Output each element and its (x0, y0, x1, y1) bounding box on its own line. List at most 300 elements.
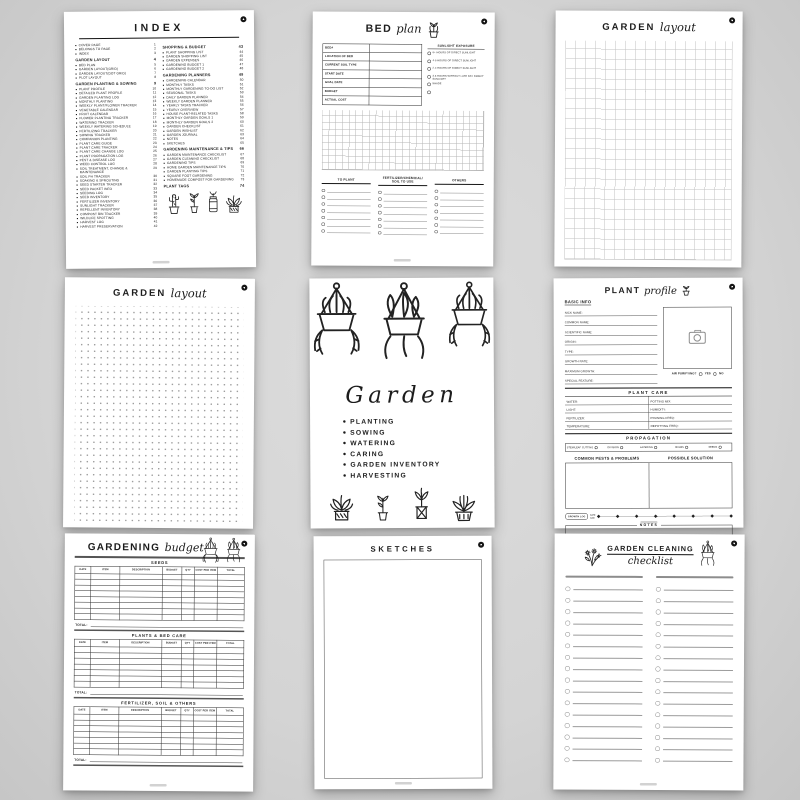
bullet-icon: ■ (163, 113, 165, 116)
index-entry-label: REPELLENT INVENTORY (80, 208, 121, 212)
checkbox-circle-icon[interactable] (565, 712, 570, 717)
index-entry-label: GARDENING CALENDAR (166, 78, 206, 83)
bullet-icon: ■ (76, 204, 79, 208)
checklist-row (321, 226, 370, 233)
checkbox-icon[interactable] (378, 211, 381, 214)
budget-table-fertilizer (73, 706, 243, 755)
checkbox-icon[interactable] (378, 191, 381, 194)
hanging-plant-icon (698, 540, 718, 571)
form-row (322, 96, 422, 105)
others-list (434, 176, 483, 235)
checkbox-circle-icon[interactable] (656, 621, 661, 626)
index-entry-page-number: 17 (152, 116, 157, 120)
propagation-option (698, 443, 731, 451)
index-entry-label: SUNLIGHT TRACKER (80, 203, 114, 208)
pests-heading: COMMON PESTS & PROBLEMS (574, 456, 640, 461)
index-entry-page-number: 62 (240, 128, 244, 133)
bullet-icon: ■ (76, 225, 79, 229)
checkbox-circle-icon[interactable] (656, 587, 661, 592)
radio-icon[interactable] (685, 446, 688, 449)
index-entry-page-number: 40 (153, 216, 158, 220)
bush-pot-icon (224, 191, 244, 214)
care-field-right[interactable]: POTTING MIX: (648, 396, 732, 405)
write-in-line[interactable] (572, 760, 642, 761)
checklist-row (656, 579, 734, 591)
bullet-icon: ■ (76, 163, 78, 166)
index-entry-page-number: 50 (239, 78, 244, 82)
radio-icon[interactable] (620, 446, 623, 449)
index-entry-label: VEGETABLE CALENDAR (79, 108, 119, 113)
bullet-icon: ■ (76, 179, 78, 183)
bullet-icon: ■ (163, 170, 166, 174)
sunlight-exposure-panel (426, 44, 484, 106)
index-entry-page-number: 59 (240, 116, 244, 120)
list-title: OTHERS (435, 176, 484, 184)
radio-icon[interactable] (428, 52, 432, 56)
form-field-value[interactable] (369, 53, 422, 62)
radio-icon[interactable] (427, 90, 431, 94)
write-in-line[interactable] (663, 761, 733, 762)
bullet-icon: ■ (162, 63, 165, 67)
budget-section-title: PLANTS & BED CARE (131, 633, 187, 639)
checklist-row (322, 193, 371, 200)
index-entry-label: SOAKING & SPROUTING (79, 178, 120, 183)
index-entry-label: PLANT CARE GUIDE (79, 141, 113, 146)
jar-plant-icon (205, 191, 221, 214)
checkbox-circle-icon[interactable] (655, 758, 660, 763)
total-row (74, 620, 244, 628)
bullet-icon (343, 474, 346, 477)
layout-dot-grid-area[interactable] (74, 306, 244, 522)
bullet-icon: ■ (75, 109, 78, 112)
propagation-option (599, 444, 632, 452)
bullet-icon: ■ (76, 159, 78, 162)
checklist-row (656, 648, 734, 660)
index-entry-page-number: 29 (153, 166, 158, 170)
profile-field[interactable]: SPECIAL FEATURE: (565, 374, 658, 384)
form-field-value[interactable] (369, 70, 422, 79)
checkbox-circle-icon[interactable] (655, 678, 660, 683)
index-entry-page-number: 12 (152, 95, 157, 99)
bullet-icon: ■ (163, 157, 165, 161)
title-script: plan (396, 22, 422, 36)
checkbox-icon[interactable] (322, 209, 325, 212)
bullet-icon: ■ (162, 104, 165, 108)
checkbox-circle-icon[interactable] (655, 724, 660, 729)
budget-column-header: BUDGET (162, 567, 182, 575)
index-entry-label: GARDEN SHOPPING LIST (166, 54, 208, 59)
radio-icon[interactable] (719, 445, 722, 448)
checklist-row (435, 213, 484, 220)
flower-bunch-icon (582, 542, 603, 568)
checkbox-icon[interactable] (378, 218, 381, 221)
checklist-row (565, 579, 643, 591)
checkbox-circle-icon[interactable] (565, 735, 570, 740)
title-script: profile (643, 284, 677, 297)
sunlight-option (428, 59, 485, 66)
index-entry-label: SEED PACKET INFO (79, 187, 113, 191)
form-field-label: BUDGET (322, 87, 369, 96)
bullet-icon: ■ (75, 92, 78, 95)
bullet-icon: ■ (76, 183, 78, 187)
index-entry-label: PLANT PROPAGATION LOG (79, 154, 124, 159)
title-main: GARDEN (112, 287, 167, 299)
checklist-row (435, 186, 484, 193)
checkbox-icon[interactable] (434, 223, 437, 226)
index-entry-label: HOMEMADE COMPOST FOR GARDENING (167, 177, 234, 182)
checkbox-circle-icon[interactable] (655, 667, 660, 672)
checkbox-icon[interactable] (378, 231, 381, 234)
budget-table-plants (74, 639, 244, 688)
cover-topic (343, 426, 494, 438)
checkbox-circle-icon[interactable] (656, 655, 661, 660)
care-field-left[interactable]: FERTILIZER: (565, 413, 649, 422)
checkbox-circle-icon[interactable] (565, 666, 570, 671)
checkbox-icon[interactable] (434, 230, 437, 233)
checklist-row (656, 625, 734, 637)
index-entry-page-number: 44 (239, 50, 244, 54)
checklist-row (565, 602, 643, 614)
checkbox-icon[interactable] (435, 203, 438, 206)
care-field-left[interactable]: TEMPERATURE: (565, 421, 649, 430)
budget-column-header: DATE (74, 639, 90, 647)
checkbox-icon[interactable] (378, 198, 381, 201)
bed-plan-title (323, 20, 485, 39)
checkbox-icon[interactable] (321, 229, 324, 232)
index-entry-label: WEED CONTROL LOG (79, 162, 115, 167)
index-entry-page-number: 53 (239, 90, 244, 95)
form-field-value[interactable] (369, 96, 422, 105)
care-field-right[interactable]: PRUNING FREQ: (649, 413, 733, 422)
growth-timeline[interactable] (597, 515, 732, 518)
checklist-row (378, 222, 427, 229)
propagation-options (565, 443, 732, 452)
checkbox-icon[interactable] (378, 225, 381, 228)
bullet-icon: ■ (163, 166, 165, 169)
write-in-line[interactable] (383, 235, 427, 236)
form-field-value[interactable] (369, 79, 422, 88)
checklist-row (655, 682, 733, 694)
checkbox-icon[interactable] (435, 196, 438, 199)
checkbox-circle-icon[interactable] (565, 723, 570, 728)
checklist-row (378, 208, 427, 215)
index-entry-page-number: 60 (240, 120, 244, 124)
checkbox-circle-icon[interactable] (564, 757, 569, 762)
checkbox-icon[interactable] (321, 223, 324, 226)
bullet-icon: ■ (75, 48, 77, 51)
index-entry-label: WEEKLY GARDEN PLANNER (166, 99, 213, 104)
checkbox-icon[interactable] (322, 202, 325, 205)
care-field-left[interactable]: WATER: (565, 397, 649, 406)
checkbox-circle-icon[interactable] (565, 643, 570, 648)
bed-sketch-grid[interactable] (322, 110, 484, 171)
budget-column-header: ITEM (91, 566, 120, 574)
title-main: GARDENING (87, 541, 161, 554)
profile-field[interactable]: NICK NAME: (565, 306, 658, 316)
checkbox-circle-icon[interactable] (655, 701, 660, 706)
bullet-icon: ■ (75, 113, 78, 116)
photo-placeholder[interactable] (663, 307, 732, 369)
index-entry-label: GARDEN LAYOUT (75, 57, 111, 63)
form-field-value[interactable] (369, 44, 422, 53)
title-script: layout (170, 287, 207, 301)
propagation-heading: PROPAGATION (565, 433, 732, 442)
index-entry-label: MONTHLY TASKS (166, 82, 194, 87)
sunlight-option (427, 67, 484, 74)
checklist-row (655, 705, 733, 717)
column-top-bar (565, 576, 643, 578)
propagation-option (665, 443, 698, 451)
bullet-icon: ■ (75, 68, 77, 71)
checkbox-circle-icon[interactable] (656, 598, 661, 603)
index-entry (163, 73, 244, 78)
pests-box[interactable] (566, 463, 649, 508)
checklist-row (378, 201, 427, 208)
checkbox-circle-icon[interactable] (656, 633, 661, 638)
radio-icon[interactable] (699, 372, 702, 375)
growth-tracker (565, 513, 732, 520)
form-field-label: START DATE (322, 70, 369, 79)
index-entry (163, 141, 244, 145)
sunlight-option (427, 74, 484, 81)
checkbox-circle-icon[interactable] (565, 609, 570, 614)
index-entry-page-number: 19 (152, 124, 157, 129)
index-entry-page-number: 55 (239, 99, 244, 103)
care-field-right[interactable]: HUMIDITY: (649, 404, 733, 413)
potted-plant-icon (426, 20, 442, 38)
air-purifying-label: AIR PURIFYING? (671, 372, 697, 376)
checklist-row (565, 636, 643, 648)
bullet-icon (343, 463, 346, 466)
checkbox-icon[interactable] (435, 189, 438, 192)
growth-axis-labels: DATE SIZE (589, 513, 596, 520)
index-entry-label: HARVEST PRESERVATION (80, 224, 123, 229)
bullet-icon: ■ (76, 221, 79, 224)
radio-icon[interactable] (713, 372, 716, 375)
index-entry-page-number: 22 (152, 137, 157, 141)
checkbox-circle-icon[interactable] (655, 735, 660, 740)
bullet-icon: ■ (76, 196, 79, 199)
cover-title: Garden (345, 380, 459, 409)
bullet-icon: ■ (75, 52, 77, 56)
index-entry-page-number: 23 (153, 141, 157, 145)
index-entry (75, 81, 156, 86)
bullet-icon: ■ (163, 121, 165, 124)
radio-icon[interactable] (427, 83, 431, 87)
cactus-pot-icon (165, 192, 183, 215)
bullet-icon: ■ (162, 108, 165, 112)
radio-icon[interactable] (427, 75, 431, 79)
index-entry-page-number: 18 (152, 120, 157, 124)
index-entry-page-number: 43 (238, 44, 244, 49)
checklist-row (565, 624, 643, 636)
checkbox-icon[interactable] (322, 189, 325, 192)
solution-heading: POSSIBLE SOLUTION (667, 455, 714, 461)
index-entry (77, 224, 158, 228)
cover-topic-label: WATERING (350, 439, 397, 447)
corner-dot-icon (731, 540, 737, 546)
bullet-icon: ■ (162, 96, 165, 99)
index-entry-label: GARDENING MAINTENANCE & TIPS (163, 146, 234, 152)
layout-grid-area[interactable] (564, 41, 732, 261)
air-purifying-row (663, 372, 732, 375)
list-title: TO PLANT (322, 176, 371, 184)
checklist-row (565, 613, 643, 625)
bullet-icon: ■ (163, 133, 165, 137)
checkbox-icon[interactable] (435, 210, 438, 213)
checkbox-circle-icon[interactable] (565, 655, 570, 660)
checklist-row (655, 670, 733, 682)
radio-icon[interactable] (595, 446, 598, 449)
checkbox-icon[interactable] (378, 204, 381, 207)
index-entry-page-number: 32 (153, 182, 158, 187)
index-entry-page-number: 27 (153, 158, 157, 162)
checkbox-icon[interactable] (322, 216, 325, 219)
index-entry (75, 75, 156, 79)
index-entry-label: GARDEN CLEANING CHECKLIST (166, 157, 220, 161)
sprout-pot-icon (373, 493, 394, 522)
sketch-area[interactable] (324, 559, 483, 779)
index-entry-label: COMPOST BIN TRACKER (80, 212, 121, 217)
checklist-row (655, 693, 733, 705)
index-entry-label: SKETCHES (166, 141, 185, 146)
budget-title (75, 541, 217, 554)
index-entry-page-number: 6 (154, 67, 157, 71)
profile-field[interactable]: SCIENTIFIC NAME: (565, 325, 658, 335)
care-field-right[interactable]: REPOTTING FREQ: (649, 421, 733, 430)
bullet-icon: ■ (76, 192, 78, 195)
to-plant-list (321, 176, 370, 235)
sunlight-option-label: 6+ HOURS OF DIRECT SUNLIGHT (432, 51, 476, 55)
profile-field[interactable]: TYPE: (565, 345, 658, 355)
index-entry-label: GARDEN EXPENSES (166, 58, 200, 63)
bullet-icon: ■ (76, 188, 78, 191)
checklist-row (565, 716, 643, 728)
bullet-icon: ■ (75, 125, 78, 129)
profile-field[interactable]: GROWTH RATE: (565, 355, 658, 365)
index-entry (75, 57, 156, 62)
checkbox-circle-icon[interactable] (565, 746, 570, 751)
index-entry-page-number: 9 (153, 80, 157, 86)
profile-field[interactable]: ORIGIN: (565, 335, 658, 345)
cover-topic (343, 448, 494, 460)
index-entry-label: DAILY GARDEN PLANNER (166, 95, 208, 100)
index-entry-label: SOIL PH TRACKER (79, 174, 110, 179)
bullet-icon: ■ (75, 104, 78, 108)
checkbox-circle-icon[interactable] (565, 632, 570, 637)
budget-section-title: FERTILIZER, SOIL & OTHERS (121, 700, 197, 706)
profile-field[interactable]: COMMON NAME: (565, 316, 658, 326)
index-entry-page-number: 14 (152, 103, 157, 108)
write-in-line[interactable] (440, 233, 484, 234)
checkbox-circle-icon[interactable] (656, 644, 661, 649)
checkbox-circle-icon[interactable] (565, 678, 570, 683)
budget-column-header: QTY (181, 640, 194, 648)
write-in-line[interactable] (327, 233, 371, 234)
solution-box[interactable] (649, 463, 732, 508)
index-entry-page-number: 5 (154, 62, 157, 67)
budget-column-header: ITEM (90, 707, 119, 715)
form-field-value[interactable] (369, 61, 422, 70)
index-entry-page-number: 36 (153, 199, 158, 203)
budget-column-header: BUDGET (162, 640, 182, 648)
index-entry-page-number: 3 (154, 51, 157, 55)
checkbox-circle-icon[interactable] (655, 712, 660, 717)
index-entry-page-number: 20 (152, 128, 157, 133)
corner-dot-icon (241, 285, 247, 291)
budget-table-seeds (74, 566, 244, 621)
write-in-line[interactable] (90, 761, 243, 763)
radio-icon[interactable] (428, 59, 432, 63)
checkbox-circle-icon[interactable] (565, 700, 570, 705)
index-page-title: INDEX (79, 21, 239, 39)
index-entry-page-number: 42 (153, 224, 158, 228)
camera-icon (689, 332, 706, 344)
hanging-plants-illustration (309, 278, 494, 378)
budget-section-title: SEEDS (151, 560, 169, 565)
index-entry-label: SQUARE FOOT GARDENING (167, 173, 213, 178)
index-entry-page-number: 56 (239, 103, 244, 107)
checkbox-circle-icon[interactable] (655, 690, 660, 695)
bullet-icon: ■ (76, 213, 79, 216)
checkbox-icon[interactable] (322, 196, 325, 199)
bullet-icon: ■ (163, 117, 165, 120)
index-entry-label: PLANT CARE TRACKER (79, 145, 118, 150)
index-entry-page-number: 11 (152, 91, 157, 95)
write-in-line[interactable] (90, 694, 243, 696)
checklist-row (322, 213, 371, 220)
propagation-option-label: BULBS (675, 445, 684, 449)
checklist-row (656, 636, 734, 648)
basic-info-heading: BASIC INFO (564, 299, 592, 305)
index-right-column (162, 42, 244, 228)
bullet-icon: ■ (162, 100, 165, 103)
cover-topic-label: HARVESTING (350, 471, 408, 480)
propagation-option (632, 443, 665, 451)
form-field-label: BED# (323, 44, 370, 53)
checkbox-circle-icon[interactable] (565, 586, 570, 591)
write-in-line[interactable] (91, 626, 244, 628)
radio-icon[interactable] (654, 446, 657, 449)
index-entry-label: PLANT PROFILE (79, 87, 106, 92)
profile-field[interactable]: MAXIMUM GROWTH: (565, 364, 658, 374)
index-entry-page-number: 31 (153, 178, 158, 182)
index-entry-page-number: 68 (240, 156, 245, 161)
care-field-left[interactable]: LIGHT: (565, 405, 649, 414)
checkbox-circle-icon[interactable] (655, 747, 660, 752)
index-entry-label: HOUSE PLANT-RELATED TASKS (166, 112, 219, 116)
checkbox-circle-icon[interactable] (565, 621, 570, 626)
bullet-icon: ■ (75, 138, 78, 141)
checkbox-circle-icon[interactable] (656, 610, 661, 615)
radio-icon[interactable] (428, 67, 432, 71)
bullet-icon: ■ (75, 96, 78, 100)
checkbox-circle-icon[interactable] (565, 689, 570, 694)
sketches-title: SKETCHES (370, 544, 435, 554)
checkbox-circle-icon[interactable] (565, 598, 570, 603)
bullet-icon: ■ (75, 64, 77, 67)
budget-column-header: COST PER ITEM (193, 707, 216, 715)
plant-tags-illustrations (165, 191, 244, 215)
index-entry-page-number: 35 (153, 195, 158, 199)
index-entry-page-number: 37 (153, 203, 158, 208)
index-entry-label: NOTES (166, 137, 179, 142)
budget-column-header: ITEM (90, 639, 119, 647)
checkbox-icon[interactable] (435, 216, 438, 219)
hanging-plant-icon (224, 537, 243, 567)
form-field-value[interactable] (369, 88, 422, 97)
index-entry-page-number: 7 (154, 71, 157, 75)
